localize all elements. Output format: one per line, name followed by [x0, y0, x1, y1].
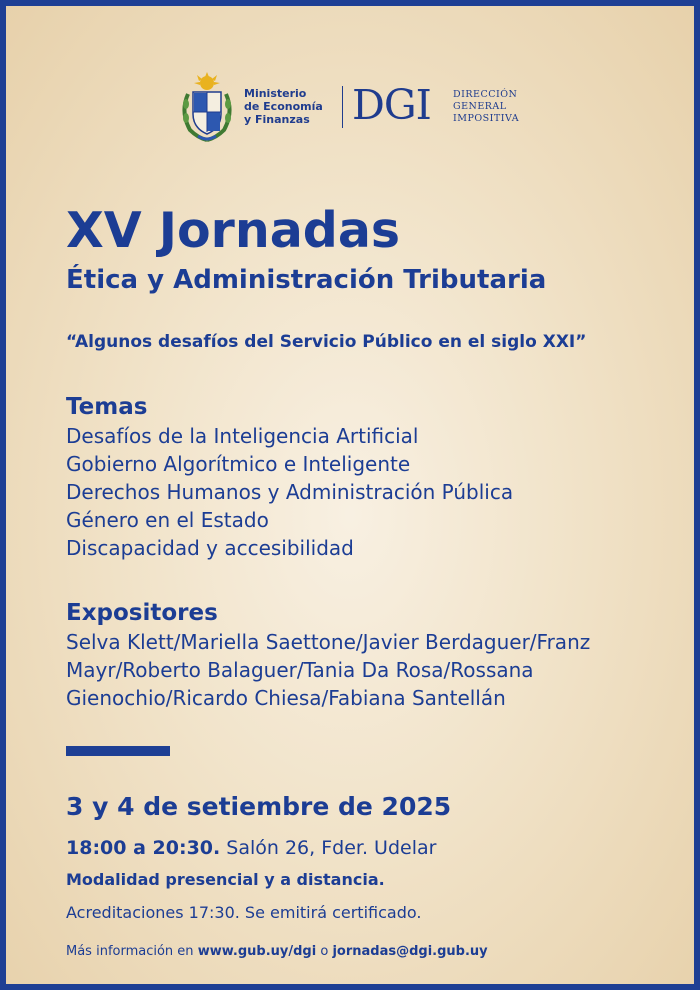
event-time-venue [66, 834, 436, 862]
dgi-logo-text: DGI [352, 81, 431, 129]
event-subtitle: Ética y Administración Tributaria [66, 265, 547, 295]
event-time: 18:00 a 20:30. [66, 837, 221, 859]
event-tagline: “Algunos desafíos del Servicio Público en el siglo XXI” [66, 332, 587, 352]
event-title: XV Jornadas [66, 202, 401, 259]
more-info-line [66, 942, 488, 962]
website-link[interactable]: www.gub.uy/dgi [197, 944, 317, 959]
topics-heading: Temas [66, 394, 148, 420]
agency-name: DIRECCIÓN GENERAL IMPOSITIVA [453, 89, 520, 124]
topic-item: Género en el Estado [66, 508, 269, 532]
topic-item: Gobierno Algorítmico e Inteligente [66, 452, 411, 476]
more-info-prefix: Más información en [66, 944, 194, 959]
ministry-name: Ministerio de Economía y Finanzas [244, 87, 323, 126]
topic-item: Derechos Humanos y Administración Pública [66, 480, 514, 504]
email-link[interactable]: jornadas@dgi.gub.uy [332, 944, 488, 959]
topic-item: Discapacidad y accesibilidad [66, 536, 354, 560]
event-venue: Salón 26, Fder. Udelar [226, 837, 437, 859]
speakers-heading: Expositores [66, 600, 218, 626]
more-info-separator: o [320, 944, 329, 959]
topic-item: Desafíos de la Inteligencia Artificial [66, 424, 419, 448]
institution-header [178, 70, 538, 146]
speakers-line: Mayr/Roberto Balaguer/Tania Da Rosa/Rossana [66, 658, 534, 682]
event-date: 3 y 4 de setiembre de 2025 [66, 792, 452, 821]
topics-list [66, 422, 513, 562]
speakers-line: Gienochio/Ricardo Chiesa/Fabiana Santellán [66, 686, 506, 710]
accreditation-note: Acreditaciones 17:30. Se emitirá certificado. [66, 903, 422, 922]
speakers-line: Selva Klett/Mariella Saettone/Javier Berdaguer/Franz [66, 630, 591, 654]
uruguay-coat-of-arms-icon [178, 72, 236, 144]
section-divider-bar [66, 746, 170, 756]
speakers-list [66, 628, 590, 712]
event-modality: Modalidad presencial y a distancia. [66, 870, 385, 889]
header-divider [342, 86, 343, 128]
